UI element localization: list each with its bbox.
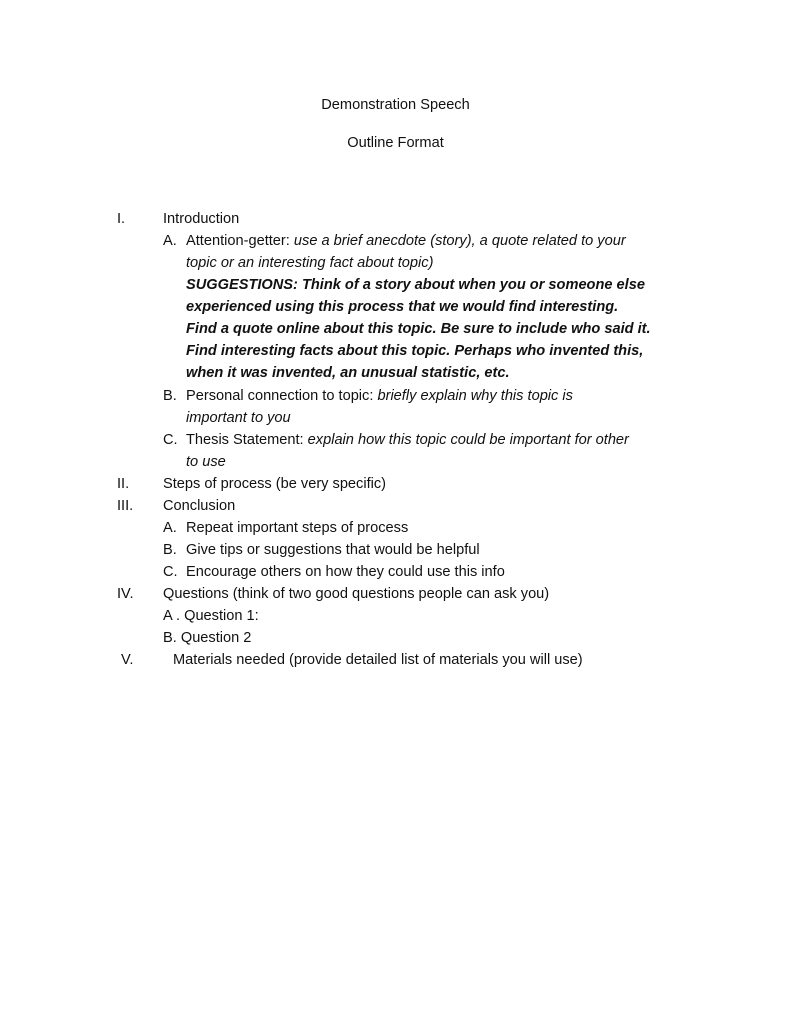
item-letter: B. [163, 542, 177, 558]
item-letter: A. [163, 233, 177, 249]
section-heading: Introduction [163, 211, 240, 227]
section-numeral: II. [117, 476, 130, 492]
suggestion-line: when it was invented, an unusual statistic, etc. [186, 365, 510, 381]
item-letter: C. [163, 564, 178, 580]
section-numeral: IV. [117, 586, 134, 602]
item-detail [186, 453, 226, 471]
item-label: Encourage others on how they could use this info [186, 564, 505, 580]
item-label: Personal connection to topic: [186, 388, 378, 404]
section-heading: Materials needed (provide detailed list of materials you will use) [173, 652, 583, 668]
section-heading: Conclusion [163, 498, 236, 514]
document-subtitle: Outline Format [347, 135, 444, 151]
outline-item-personal-connection [186, 387, 573, 405]
section-numeral: III. [117, 498, 134, 514]
item-detail [186, 409, 291, 427]
item-label: Give tips or suggestions that would be helpful [186, 542, 480, 558]
document-title: Demonstration Speech [321, 97, 470, 113]
section-numeral: V. [121, 652, 134, 668]
item-letter: B. [163, 388, 177, 404]
section-heading: Steps of process (be very specific) [163, 476, 387, 492]
item-detail-text: important to you [186, 410, 291, 426]
section-numeral: I. [117, 211, 126, 227]
item-label: Attention-getter: [186, 233, 294, 249]
item-label: Thesis Statement: [186, 432, 308, 448]
suggestion-line: experienced using this process that we would find interesting. [186, 299, 619, 315]
item-detail-text: topic or an interesting fact about topic) [186, 255, 434, 271]
item-detail: use a brief anecdote (story), a quote related to your [293, 233, 626, 249]
outline-item-thesis [186, 431, 629, 449]
suggestion-line: Find interesting facts about this topic. Perhaps who invented this, [186, 343, 644, 359]
item-detail [186, 254, 433, 272]
outline-item-attention-getter [186, 232, 626, 250]
question-item: A . Question 1: [163, 608, 259, 624]
item-detail: explain how this topic could be important for other [307, 432, 629, 448]
item-letter: C. [163, 432, 178, 448]
suggestion-line: SUGGESTIONS: Think of a story about when you or someone else [186, 277, 645, 293]
question-item: B. Question 2 [163, 630, 252, 646]
item-letter: A. [163, 520, 177, 536]
item-label: Repeat important steps of process [186, 520, 409, 536]
section-heading: Questions (think of two good questions people can ask you) [163, 586, 550, 602]
suggestion-line: Find a quote online about this topic. Be sure to include who said it. [186, 321, 651, 337]
item-detail: briefly explain why this topic is [377, 388, 573, 404]
item-detail-text: to use [186, 454, 226, 470]
